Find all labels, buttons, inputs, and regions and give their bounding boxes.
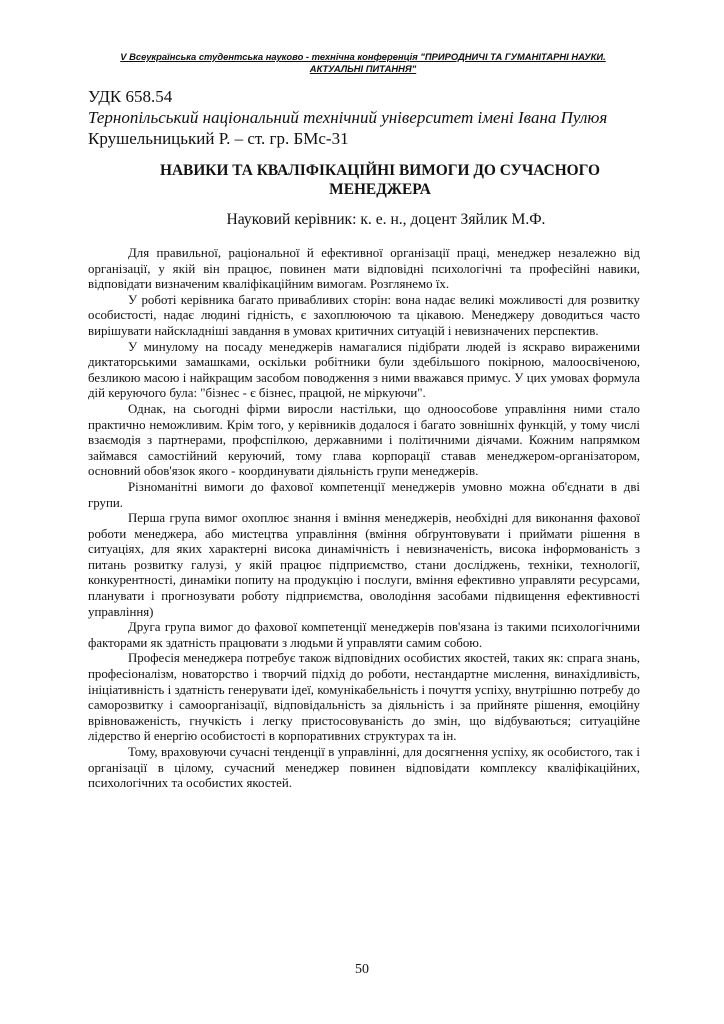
conference-header [85,51,641,74]
body-paragraph: Однак, на сьогодні фірми виросли настільки, що одноособове управління ними стало практично неможливим. Крім того, у керівників додалося і багато зовнішніх функцій, у тому числі взаємодія з партнерами, профспілкою, державними і політичними діячами. Кожним напрямком займався самостійний керуючий, тому глава корпорації ставав менеджером-організатором, основний обов'язок якого - координувати діяльність групи менеджерів. [88,401,640,479]
author-line: Крушельницький Р. – ст. гр. БМс-31 [88,129,349,148]
article-title-line-1: НАВИКИ ТА КВАЛІФІКАЦІЙНІ ВИМОГИ ДО СУЧАСНОГО [159,162,601,179]
body-paragraph: Тому, враховуючи сучасні тенденції в управлінні, для досягнення успіху, як особистого, так і організації в цілому, сучасний менеджер повинен відповідати комплексу кваліфікаційних, психологічних та особистих якостей. [88,745,640,791]
university-name: Тернопільський національний технічний університет імені Івана Пулюя [88,108,608,127]
body-paragraph: Професія менеджера потребує також відповідних особистих якостей, таких як: спрага знань, професіоналізм, новаторство і творчий підхід до роботи, нестандартне мислення, винахідливість, ініціативність і здатність генерувати ідеї, комунікабельність і почуття успіху, внутрішню потребу до саморозвитку і самоорганізації, відповідальність за діяльність і за прийняте рішення, емоційну врівноваженість, гнучкість і легку пристосовуваність до змін, що відбуваються; ситуаційне лідерство й енергію особистості в корпоративних структурах та ін. [88,651,640,744]
conference-header-line-2: АКТУАЛЬНІ ПИТАННЯ" [309,62,417,74]
body-paragraph: У минулому на посаду менеджерів намагалися підібрати людей із яскраво вираженими диктаторськими замашками, оскільки робітники були здебільшого покірною, малоосвіченою, безликою масою і найкращим засобом поводження з ними вважався примус. У цих умовах формула дій керуючого була: "бізнес - є бізнес, працюй, не міркуючи". [88,339,640,401]
body-paragraph: У роботі керівника багато привабливих сторін: вона надає великі можливості для розвитку особистості, надає людині гідність, є захоплюючою та цікавою. Менеджеру доводиться часто вирішувати найскладніші завдання в умовах критичних ситуацій і невизначених перспектив. [88,292,640,338]
article-meta [88,86,648,149]
conference-header-line-1: V Всеукраїнська студентська науково - технічна конференція "ПРИРОДНИЧІ ТА ГУМАНІТАРНІ НАУКИ. [120,51,606,62]
body-paragraph: Друга група вимог до фахової компетенції менеджерів пов'язана із такими психологічними факторами як здатність працювати з людьми й управляти самим собою. [88,620,640,650]
body-paragraph: Для правильної, раціональної й ефективної організації праці, менеджер незалежно від організації, у якій він працює, повинен мати відповідні психологічні та професійні навики, відповідати визначеним кваліфікаційним вимогам. Розглянемо їх. [88,246,640,292]
article-title [150,161,610,199]
body-paragraph: Різноманітні вимоги до фахової компетенції менеджерів умовно можна об'єднати в дві групи. [88,479,640,510]
article-body [88,246,640,792]
page-number: 50 [355,962,369,977]
article-title-line-2: МЕНЕДЖЕРА [329,181,431,198]
udc-code: УДК 658.54 [88,87,173,106]
scientific-supervisor: Науковий керівник: к. е. н., доцент Зяйлик М.Ф. [226,211,546,228]
body-paragraph: Перша група вимог охоплює знання і вміння менеджерів, необхідні для виконання фахової роботи менеджера, або мистецтва управління (вміння обґрунтовувати і приймати рішення в ситуаціях, для яких характерні висока динамічність і невизначеність, висока інформованість з питань розвитку галузі, у якій працює підприємство, стани досліджень, техніки, технології, конкурентності, динаміки попиту на продукцію і послуги, вміння ефективно управляти ресурсами, планувати і прогнозувати роботу підприємства, оволодіння засобами підвищення ефективності управління) [88,511,640,619]
